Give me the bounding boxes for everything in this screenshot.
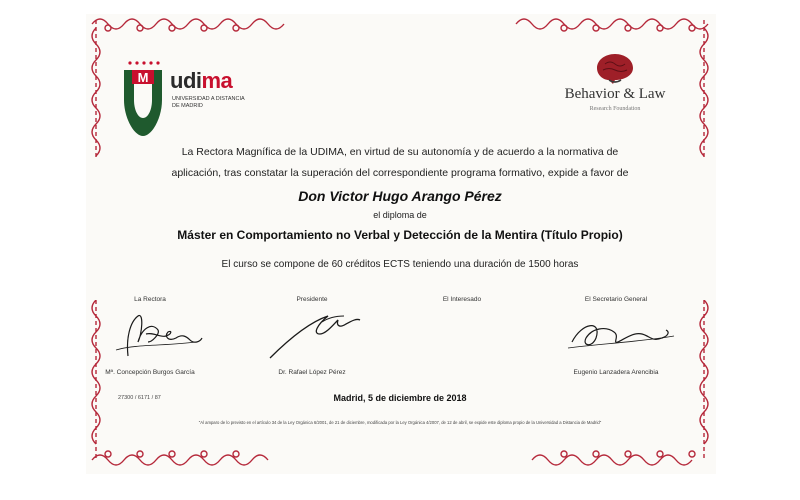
intro-line-2: aplicación, tras constatar la superación del correspondiente programa formativo, expide a favor de xyxy=(171,167,629,179)
signature-rectora xyxy=(112,306,212,362)
udima-letter-m: M xyxy=(137,70,149,85)
credits-line: El curso se compone de 60 créditos ECTS teniendo una duración de 1500 horas xyxy=(221,259,579,270)
signature-presidente xyxy=(262,300,372,362)
signature-title-interesado: El Interesado xyxy=(442,296,482,303)
legal-footnote: "Al amparo de lo previsto en el artículo 34 de la Ley Orgánica 6/2001, de 21 de diciembre, modificada por la Ley Orgánica 4/2007, de 12 de abril, se expide este diploma propio de la Universidad a Distancia de Madrid" xyxy=(198,420,602,425)
program-title: Máster en Comportamiento no Verbal y Detección de la Mentira (Título Propio) xyxy=(177,228,623,242)
udima-wordmark: udima xyxy=(170,68,233,93)
recipient-name: Don Victor Hugo Arango Pérez xyxy=(298,188,502,204)
udima-emblem-icon xyxy=(120,60,166,140)
behavior-law-name: Behavior & Law xyxy=(564,86,666,102)
udima-subtitle: UNIVERSIDAD A DISTANCIA DE MADRID xyxy=(172,96,245,109)
intro-line-1: La Rectora Magnífica de la UDIMA, en virtud de su autonomía y de acuerdo a la normativa de xyxy=(181,146,619,158)
behavior-law-logo xyxy=(545,46,685,126)
signature-title-rectora: La Rectora xyxy=(134,296,166,303)
registry-number: 27300 / 6171 / 87 xyxy=(118,395,161,401)
signature-title-presidente: Presidente xyxy=(296,296,328,303)
signature-name-rectora: Mª. Concepción Burgos García xyxy=(105,369,195,376)
behavior-law-subtitle: Research Foundation xyxy=(589,106,641,112)
signature-title-secretario: El Secretario General xyxy=(584,296,648,303)
signature-name-secretario: Eugenio Lanzadera Arencibia xyxy=(573,369,659,376)
brain-icon xyxy=(595,52,635,86)
signature-secretario xyxy=(562,312,682,362)
diploma-phrase: el diploma de xyxy=(373,210,427,220)
signature-name-presidente: Dr. Rafael López Pérez xyxy=(278,369,346,376)
issue-date: Madrid, 5 de diciembre de 2018 xyxy=(333,393,467,403)
udima-logo xyxy=(120,60,290,140)
